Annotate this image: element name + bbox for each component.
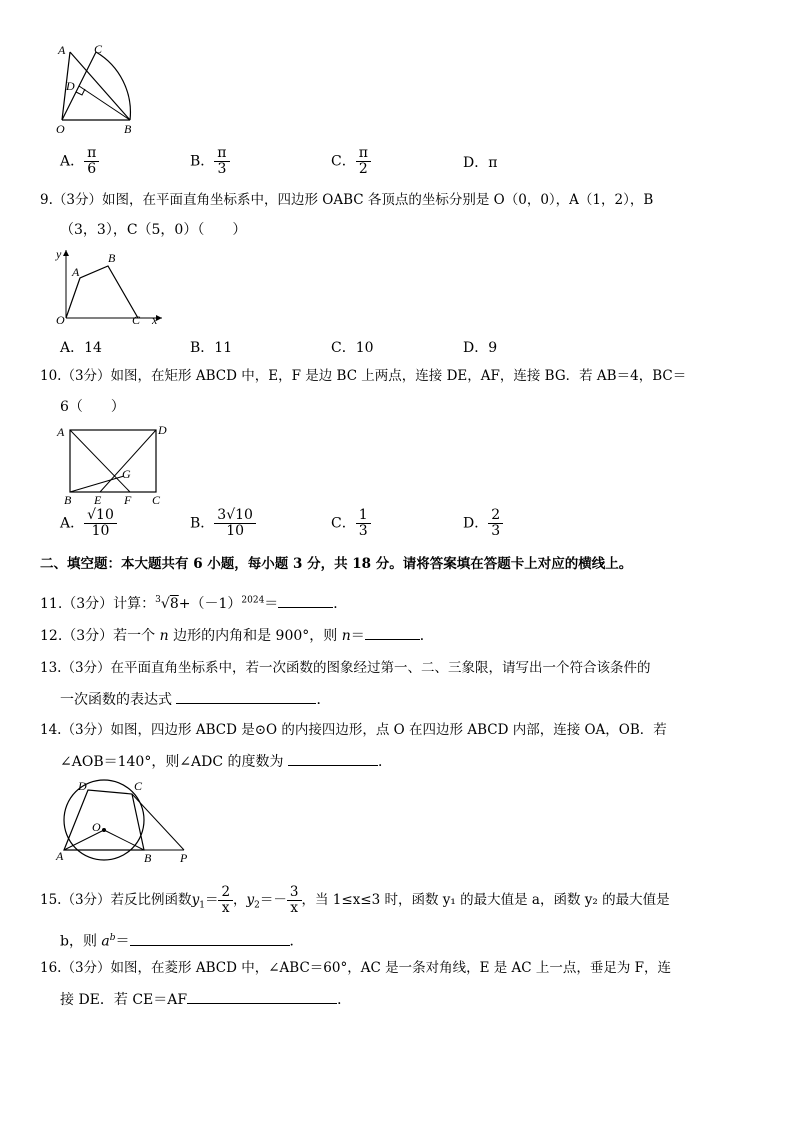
- label-o: O: [56, 122, 65, 136]
- label-c: C: [134, 779, 143, 793]
- label-a: A: [72, 265, 80, 279]
- sector-figure: [50, 40, 160, 140]
- rectangle-figure: [54, 420, 174, 506]
- q10-option-a: A． $\frac{√10}{10}$: [60, 508, 117, 539]
- q12: 12.（3分）若一个 n 边形的内角和是 900°，则 n＝ ．: [40, 628, 434, 644]
- q16-line-1: 16.（3分）如图，在菱形 ABCD 中，∠ABC＝60°，AC 是一条对角线，E 是 AC 上一点，垂足为 F，连: [40, 960, 672, 976]
- q11: 11.（3分）计算：$^3√8+(-1)^{2024}=$ ．: [40, 595, 348, 612]
- q8-option-a: A． $\frac{\pi}{6}$: [60, 146, 99, 177]
- label-b: B: [144, 851, 152, 864]
- label-a: A: [56, 849, 64, 863]
- q10-option-d: D． $\frac{2}{3}$: [463, 508, 503, 539]
- q13-answer-blank[interactable]: [176, 691, 316, 704]
- q10-option-c: C． $\frac{1}{3}$: [331, 508, 371, 539]
- label-e: E: [94, 493, 102, 506]
- label-p: P: [180, 851, 188, 864]
- q14-answer-blank[interactable]: [288, 753, 378, 766]
- label-b: B: [108, 251, 116, 265]
- q11-answer-blank[interactable]: [278, 595, 333, 608]
- label-f: F: [124, 493, 132, 506]
- label-a: A: [58, 43, 66, 57]
- q15-line-1: 15.（3分）若反比例函数$y_1=$ $\frac{2}{x}$ ，$y_2=-$ $\frac{3}{x}$ ，当 1≤x≤3 时，函数 y₁ 的最大值是 a，函数 y₂ 的最大值是: [40, 884, 670, 916]
- label-c: C: [94, 42, 103, 56]
- label-x: x: [152, 313, 158, 326]
- label-a: A: [57, 425, 65, 439]
- q9-option-c: C．10: [331, 340, 374, 356]
- label-d: D: [66, 79, 75, 93]
- label-c: C: [132, 313, 141, 326]
- q9-line-1: 9.（3分）如图，在平面直角坐标系中，四边形 OABC 各顶点的坐标分别是 O（0，0），A（1，2），B: [40, 192, 654, 208]
- q9-option-d: D．9: [463, 340, 498, 356]
- label-b: B: [64, 493, 72, 506]
- q16-answer-blank[interactable]: [187, 991, 337, 1004]
- q16-line-2: 接 DE．若 CE＝AF ．: [60, 992, 352, 1008]
- q8-option-d: D．π: [463, 155, 498, 171]
- label-o: O: [92, 820, 101, 834]
- circle-figure: [52, 778, 202, 864]
- label-d: D: [78, 779, 87, 793]
- label-y: y: [56, 247, 62, 261]
- q9-option-b: B．11: [190, 340, 233, 356]
- q15-line-2: b，则 $a^b=$ ．: [60, 933, 304, 950]
- coordinate-figure: [50, 246, 170, 326]
- q10-line-1: 10.（3分）如图，在矩形 ABCD 中，E，F 是边 BC 上两点，连接 DE，AF，连接 BG．若 AB＝4，BC＝: [40, 368, 687, 384]
- label-d: D: [158, 423, 167, 437]
- q13-line-2: 一次函数的表达式 ．: [60, 692, 331, 708]
- q13-line-1: 13.（3分）在平面直角坐标系中，若一次函数的图象经过第一、二、三象限，请写出一个符合该条件的: [40, 660, 651, 676]
- q9-line-2: （3，3），C（5，0）（ ）: [60, 222, 247, 238]
- label-b: B: [124, 122, 132, 136]
- q10-line-2: 6（ ）: [60, 399, 125, 415]
- section-2-heading: 二、填空题：本大题共有 6 小题，每小题 3 分，共 18 分。请将答案填在答题卡上对应的横线上。: [40, 556, 633, 572]
- q9-option-a: A．14: [60, 340, 102, 356]
- q14-line-2: ∠AOB＝140°，则∠ADC 的度数为 ．: [60, 754, 393, 770]
- label-o: O: [56, 313, 65, 326]
- q12-answer-blank[interactable]: [365, 627, 420, 640]
- q8-option-c: C． $\frac{\pi}{2}$: [331, 146, 371, 177]
- label-c: C: [152, 493, 161, 506]
- q8-option-b: B． $\frac{\pi}{3}$: [190, 146, 230, 177]
- q10-option-b: B． $\frac{3√10}{10}$: [190, 508, 256, 539]
- q15-answer-blank[interactable]: [130, 933, 290, 946]
- label-g: G: [122, 467, 131, 481]
- q14-line-1: 14.（3分）如图，四边形 ABCD 是⊙O 的内接四边形，点 O 在四边形 ABCD 内部，连接 OA，OB．若: [40, 722, 667, 738]
